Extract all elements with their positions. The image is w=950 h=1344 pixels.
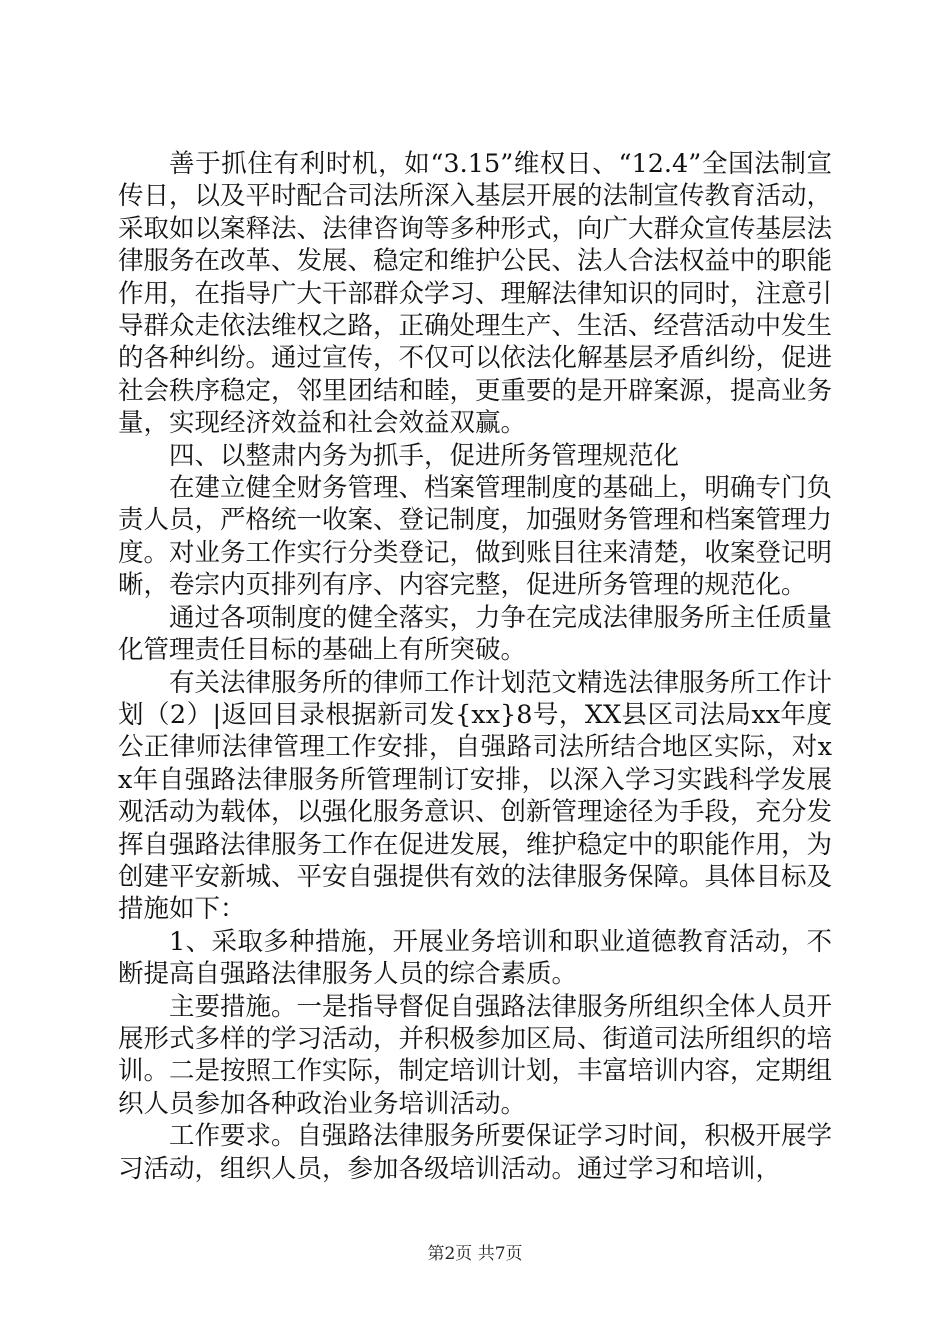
section-heading-four: 四、以整肃内务为抓手，促进所务管理规范化 xyxy=(169,440,680,471)
document-body xyxy=(118,148,832,1185)
paragraph-legal-publicity: 善于抓住有利时机，如“3.15”维权日、“12.4”全国法制宣传日，以及平时配合司法所深入基层开展的法制宣传教育活动，采取如以案释法、法律咨询等多种形式，向广大群众宣传基层法律服务在改革、发展、稳定和维护公民、法人合法权益中的职能作用，在指导广大干部群众学习、理解法律知识的同时，注意引导群众走依法维权之路，正确处理生产、生活、经营活动中发生的各种纠纷。通过宣传，不仅可以依法化解基层矛盾纠纷，促进社会秩序稳定，邻里团结和睦，更重要的是开辟案源，提高业务量，实现经济效益和社会效益双赢。 xyxy=(118,149,833,439)
paragraph-item-one: 1、采取多种措施，开展业务培训和职业道德教育活动，不断提高自强路法律服务人员的综合素质。 xyxy=(118,926,832,990)
paragraph-finance-archive: 在建立健全财务管理、档案管理制度的基础上，明确专门负责人员，严格统一收案、登记制度，加强财务管理和档案管理力度。对业务工作实行分类登记，做到账目往来清楚，收案登记明晰，卷宗内页排列有序、内容完整，促进所务管理的规范化。 xyxy=(118,473,833,601)
paragraph-work-plan-intro: 有关法律服务所的律师工作计划范文精选法律服务所工作计划（2）|返回目录根据新司发{xx}8号，XX县区司法局xx年度公正律师法律管理工作安排，自强路司法所结合地区实际，对xx年自强路法律服务所管理制订安排，以深入学习实践科学发展观活动为载体，以强化服务意识、创新管理途径为手段，充分发挥自强路法律服务工作在促进发展，维护稳定中的职能作用，为创建平安新城、平安自强提供有效的法律服务保障。具体目标及措施如下： xyxy=(118,667,833,925)
paragraph-main-measures: 主要措施。一是指导督促自强路法律服务所组织全体人员开展形式多样的学习活动，并积极参加区局、街道司法所组织的培训。二是按照工作实际，制定培训计划，丰富培训内容，定期组织人员参加各种政治业务培训活动。 xyxy=(118,991,833,1119)
paragraph-system-implementation: 通过各项制度的健全落实，力争在完成法律服务所主任质量化管理责任目标的基础上有所突破。 xyxy=(118,602,833,666)
page-footer: 第2页 共7页 xyxy=(427,1244,523,1264)
paragraph-work-requirements: 工作要求。自强路法律服务所要保证学习时间，积极开展学习活动，组织人员，参加各级培训活动。通过学习和培训， xyxy=(118,1121,833,1184)
